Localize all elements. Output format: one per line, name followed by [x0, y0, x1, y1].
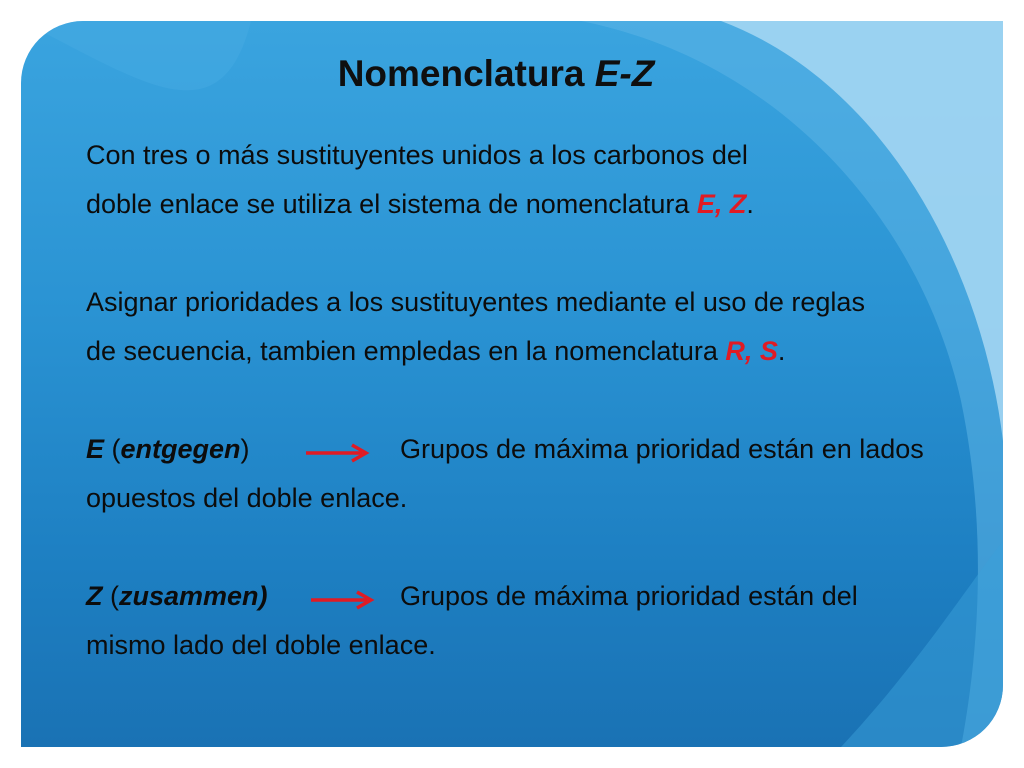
z-term — [86, 580, 268, 612]
e-close-paren: ) — [240, 434, 250, 464]
right-arrow-icon — [304, 441, 370, 465]
para2-line1: Asignar prioridades a los sustituyentes mediante el uso de reglas — [86, 287, 865, 317]
right-arrow-icon — [309, 588, 375, 612]
title-italic: E-Z — [594, 53, 655, 94]
e-term — [86, 433, 250, 465]
z-word: zusammen) — [119, 581, 268, 611]
z-description-line2: mismo lado del doble enlace. — [86, 630, 436, 660]
title-text: Nomenclatura — [337, 53, 595, 94]
z-letter: Z — [86, 581, 103, 611]
z-description: Grupos de máxima prioridad están del — [400, 581, 858, 611]
z-open-paren: ( — [102, 581, 119, 611]
slide-content — [21, 21, 1003, 747]
e-word: entgegen — [120, 434, 241, 464]
e-letter: E — [86, 434, 105, 464]
rs-highlight: R, S — [725, 336, 778, 366]
slide-title — [21, 53, 971, 95]
para2-period: . — [777, 336, 786, 366]
e-open-paren: ( — [104, 434, 121, 464]
para2-line2-text: de secuencia, tambien empledas en la nomenclatura — [86, 336, 726, 366]
para1-period: . — [746, 189, 754, 219]
para1-line2 — [86, 188, 754, 220]
slide — [21, 21, 1003, 747]
ez-highlight: E, Z — [696, 189, 747, 219]
e-description: Grupos de máxima prioridad están en lados — [400, 434, 924, 464]
e-description-line2: opuestos del doble enlace. — [86, 483, 408, 513]
para1-line2-text: doble enlace se utiliza el sistema de nomenclatura — [86, 189, 697, 219]
para1-line1: Con tres o más sustituyentes unidos a los carbonos del — [86, 140, 748, 170]
para2-line2 — [86, 335, 785, 367]
